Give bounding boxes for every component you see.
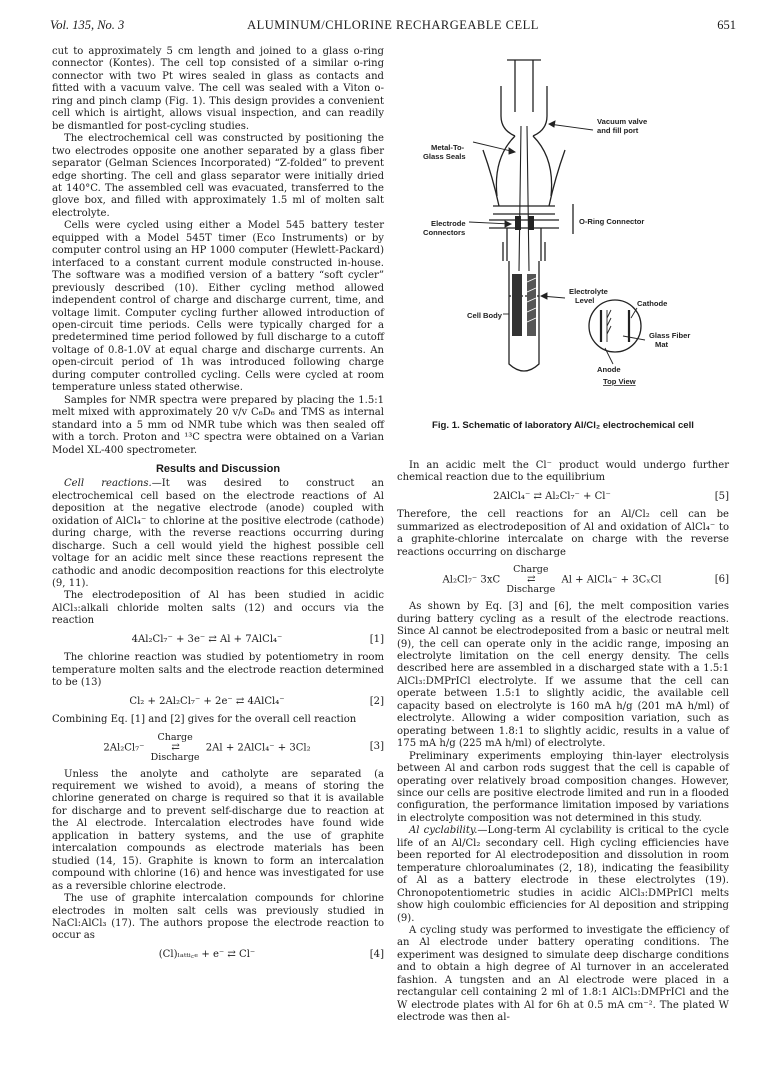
- discharge-label: Discharge: [506, 584, 556, 596]
- equation-right: 2Al + 2AlCl₄⁻ + 3Cl₂: [205, 742, 311, 754]
- equilibrium-arrow-icon: ⇄: [527, 574, 535, 586]
- equation-number: [6]: [714, 573, 729, 585]
- paragraph-text: —Long-term Al cyclability is critical to the cycle life of an Al/Cl₂ secondary cell. High cycling efficiencies have been reported for Al electrodeposition and dissolution in room temperature chloroaluminates (2, 18), indicating the feasibility of Al as a battery electrode in these electrolytes (19). Chronopotentiometric studies in acidic AlCl₃:DMPrICl melts show high coulombic efficiencies for Al deposition and stripping (9).: [397, 825, 729, 924]
- equation-text: Cl₂ + 2Al₂Cl₇⁻ + 2e⁻ ⇄ 4AlCl₄⁻: [129, 695, 285, 707]
- label-oring: O-Ring Connector: [579, 217, 645, 226]
- paragraph: Combining Eq. [1] and [2] gives for the overall cell reaction: [52, 714, 357, 726]
- label-glass-fiber: Glass Fiber: [649, 331, 691, 340]
- paragraph: cut to approximately 5 cm length and joined to a glass o-ring connector (Kontes). The cell top consisted of a similar o-ring connector with two Pt wires sealed in glass as contacts and fitted with a vacuum valve. The cell was sealed with a Viton o-ring and pinch clamp (Fig. 1). This design provides a convenient cell which is airtight, allows visual inspection, and can readily be dismantled for post-cycling studies.: [52, 46, 384, 132]
- paragraph: [397, 825, 729, 925]
- label-top-view: Top View: [603, 377, 636, 386]
- equilibrium-arrow-icon: ⇄: [171, 741, 179, 753]
- equation-number: [3]: [369, 741, 384, 753]
- equation-text: [397, 565, 707, 595]
- paragraph-text: —It was desired to construct an electrochemical cell based on the electrode reactions of Al deposition at the negative electrode (anode) coupled with oxidation of AlCl₄⁻ to chlorine at the positive electrode (cathode) during charge, with the reverse reactions occurring during discharge. Such a cell would yield the highest possible cell voltage for an acidic melt since these reactions represent the cathodic and anodic decomposition reactions for this electrolyte (9, 11).: [52, 478, 384, 590]
- run-in-head: Cell reactions.: [64, 478, 152, 490]
- equation-2: [52, 696, 384, 708]
- label-mat: Mat: [655, 340, 669, 349]
- label-metal-to: Metal-To-: [431, 143, 465, 152]
- label-electrolyte: Electrolyte: [569, 287, 608, 296]
- charge-discharge-arrow: [151, 733, 200, 763]
- left-column: [52, 46, 384, 967]
- equation-left: 2Al₂Cl₇⁻: [103, 742, 145, 754]
- paragraph: [52, 478, 384, 590]
- paragraph: In an acidic melt the Cl⁻ product would undergo further chemical reaction due to the equilibrium: [397, 460, 729, 484]
- paragraph: The use of graphite intercalation compounds for chlorine electrodes in molten salt cells was previously studied in NaCl:AlCl₃ (17). The authors propose the electrode reaction to occur as: [52, 893, 384, 942]
- discharge-label: Discharge: [150, 751, 200, 763]
- paragraph: As shown by Eq. [3] and [6], the melt composition varies during battery cycling as a result of the electrode reactions. Since Al cannot be electrodeposited from a basic or neutral melt (9), the cell can operate only in the acidic range, imposing an electrolyte limitation on the cell energy density. The cells described here are assembled in a discharged state with a 1.5:1 AlCl₃:DMPrICl electrolyte. If we assume that the cell can operate between 1.5:1 to slightly acidic, the available cell capacity based on electrolyte is 160 mA h/g (201 mA h/ml) of electrolyte. Allowing a wider composition variation, such as operating between 1.8:1 to slightly acidic, results in a value of 175 mA h/g (225 mA h/ml) of electrolyte.: [397, 601, 729, 750]
- paragraph: The electrochemical cell was constructed by positioning the two electrodes opposite one another separated by a glass fiber separator (Gelman Sciences Incorporated) “Z-folded” to prevent edge shorting. The cell and glass separator were initially dried at 140°C. The assembled cell was evacuated, transferred to the glove box, and filled with approximately 1.5 ml of molten salt electrolyte.: [52, 133, 384, 219]
- equation-number: [5]: [714, 490, 729, 502]
- equation-text: [52, 733, 362, 763]
- paragraph: The electrodeposition of Al has been studied in acidic AlCl₃:alkali chloride molten salts (12) and occurs via the reaction: [52, 590, 384, 627]
- cell-schematic: [397, 46, 729, 406]
- label-fill-port: and fill port: [597, 126, 639, 135]
- equation-5: [397, 491, 729, 503]
- equation-6: [397, 565, 729, 595]
- run-in-head: Al cyclability.: [409, 825, 478, 837]
- paragraph: Therefore, the cell reactions for an Al/Cl₂ cell can be summarized as electrodeposition of Al and oxidation of AlCl₄⁻ to a graphite-chlorine intercalate on charge with the reverse reactions occurring on discharge: [397, 509, 729, 558]
- right-column: [397, 460, 729, 1025]
- section-title: Results and Discussion: [155, 462, 281, 475]
- charge-discharge-arrow: [506, 565, 555, 595]
- equation-right: Al + AlCl₄⁻ + 3CₓCl: [561, 574, 662, 586]
- charge-label: Charge: [513, 564, 549, 576]
- figure-caption: Fig. 1. Schematic of laboratory Al/Cl₂ electrochemical cell: [432, 420, 694, 431]
- equation-number: [4]: [369, 948, 384, 960]
- journal-volume: Vol. 135, No. 3: [50, 18, 125, 32]
- equation-text: 2AlCl₄⁻ ⇄ Al₂Cl₇⁻ + Cl⁻: [493, 490, 611, 502]
- paragraph: Unless the anolyte and catholyte are separated (a requirement we wished to avoid), a means of storing the chlorine generated on charge is required so that it is available for discharge and to prevent self-discharge due to reaction at the Al electrode. Intercalation electrodes have found wide application in battery systems, and the use of graphite intercalation compounds as electrode materials has been studied (14, 15). Graphite is known to form an intercalation compound with chlorine (16) and hence was investigated for use as a reversible chlorine electrode.: [52, 768, 384, 892]
- equation-text: (Cl)ₗₐₜₜᵢ꜀ₑ + e⁻ ⇄ Cl⁻: [158, 948, 256, 960]
- equation-1: [52, 634, 384, 646]
- equation-4: [52, 949, 384, 961]
- label-anode: Anode: [597, 365, 621, 374]
- label-connectors: Connectors: [423, 228, 466, 237]
- label-cathode: Cathode: [637, 299, 668, 308]
- figure-1: [397, 46, 729, 406]
- paragraph: A cycling study was performed to investigate the efficiency of an Al electrode under battery operating conditions. The experiment was designed to simulate deep discharge conditions and to obtain a high degree of Al turnover in an accelerated fashion. A tungsten and an Al electrode were placed in a rectangular cell containing 2 ml of 1.8:1 AlCl₃:DMPrICl and the W electrode plates with Al for 6h at 0.5 mA cm⁻². The plated W electrode was then al-: [397, 924, 729, 1024]
- paragraph: Samples for NMR spectra were prepared by placing the 1.5:1 melt mixed with approximately 20 v/v C₆D₆ and TMS as internal standard into a 5 mm od NMR tube which was then sealed off with a torch. Proton and ¹³C spectra were obtained on a Varian Model XL-400 spectrometer.: [52, 394, 384, 456]
- page-number: 651: [717, 18, 736, 32]
- equation-3: [52, 733, 384, 763]
- label-cell-body: Cell Body: [467, 311, 503, 320]
- equation-text: 4Al₂Cl₇⁻ + 3e⁻ ⇄ Al + 7AlCl₄⁻: [131, 633, 283, 645]
- equation-number: [2]: [369, 695, 384, 707]
- paragraph: Preliminary experiments employing thin-layer electrolysis between Al and carbon rods suggest that the cell is capable of operating over relatively broad composition changes. However, since our cells are positive electrode limited and run in a flooded configuration, the performance limitation imposed by variations in electrolyte composition was not determined in this study.: [397, 750, 729, 824]
- label-electrode: Electrode: [431, 219, 466, 228]
- running-title: ALUMINUM/CHLORINE RECHARGEABLE CELL: [247, 18, 539, 32]
- equation-number: [1]: [369, 633, 384, 645]
- paragraph: The chlorine reaction was studied by potentiometry in room temperature molten salts and the electrode reaction determined to be (13): [52, 652, 384, 689]
- label-level: Level: [575, 296, 595, 305]
- charge-label: Charge: [157, 731, 193, 743]
- page-header: [50, 18, 736, 38]
- label-vacuum-valve: Vacuum valve: [597, 117, 648, 126]
- paragraph: Cells were cycled using either a Model 545 battery tester equipped with a Model 545T timer (Eco Instruments) or by computer control using an HP 1000 computer (Hewlett-Packard) interfaced to a constant current module constructed in-house. The software was a modified version of a battery “soft cycler” previously described (10). Either cycling method allowed independent control of charge and discharge current, time, and voltage limit. Computer cycling further allowed introduction of open-circuit time periods. Cells were typically charged for a predetermined time period followed by full discharge to a cutoff voltage of 0.8-1.0V at equal charge and discharge currents. An open-circuit period of 1h was introduced following charge during computer controlled cycling. Cells were cycled at room temperature unless stated otherwise.: [52, 220, 384, 394]
- equation-left: Al₂Cl₇⁻ 3xC: [442, 574, 501, 586]
- label-glass-seals: Glass Seals: [423, 152, 466, 161]
